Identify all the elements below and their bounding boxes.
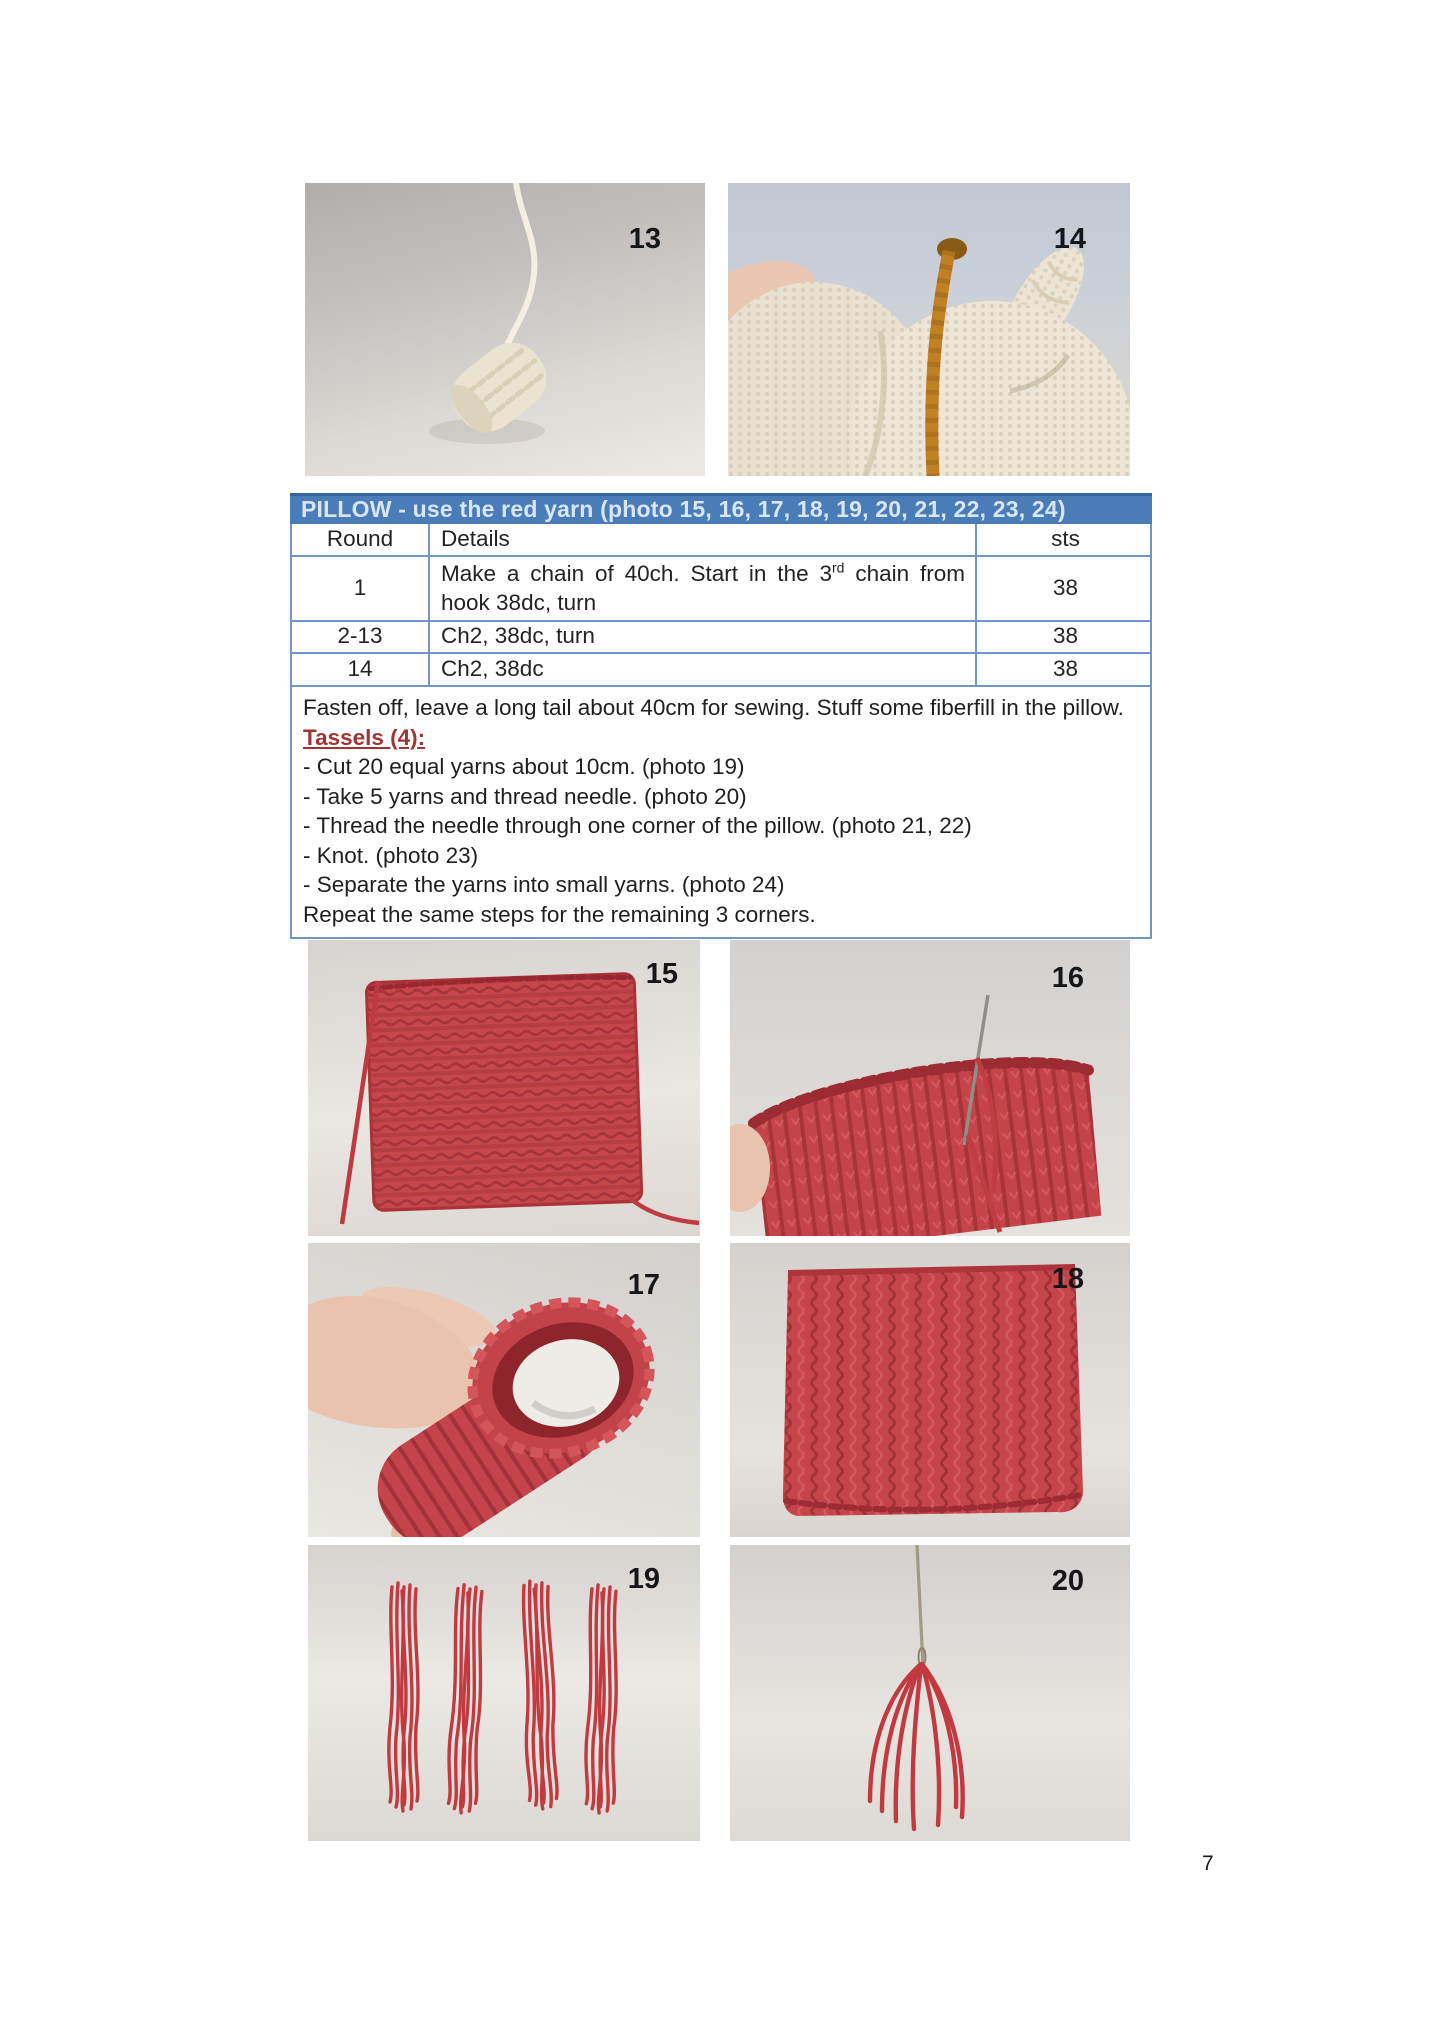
- tassel-step: - Knot. (photo 23): [303, 842, 479, 868]
- photo-19-number: 19: [627, 1563, 660, 1595]
- photo-17: [308, 1243, 700, 1537]
- pillow-section-title: PILLOW - use the red yarn (photo 15, 16, 17, 18, 19, 20, 21, 22, 23, 24): [290, 493, 1152, 524]
- details-1-text-cont: chain from hook 38dc, turn: [441, 561, 965, 615]
- photo-13: [305, 183, 705, 476]
- column-header-details: Details: [430, 524, 977, 555]
- pillow-section: [290, 493, 1152, 939]
- table-row-2-13: [292, 622, 1150, 654]
- cell-sts-1: 38: [1052, 574, 1079, 600]
- cell-details-1: [430, 557, 977, 620]
- cell-round-1: 1: [292, 557, 430, 620]
- tassels-heading: Tassels (4):: [303, 724, 426, 750]
- photo-16-number: 16: [1051, 962, 1084, 994]
- cell-round-14: 14: [292, 654, 430, 685]
- column-header-round: Round: [292, 524, 430, 555]
- tassels-heading-line: [303, 723, 1138, 753]
- photo-18: [730, 1243, 1130, 1537]
- photo-16: [730, 940, 1130, 1236]
- cell-sts-2-13: 38: [1052, 623, 1079, 648]
- tassel-step: - Separate the yarns into small yarns. (photo 24): [303, 872, 785, 897]
- photo-14: [728, 183, 1130, 476]
- photo-20-number: 20: [1051, 1565, 1084, 1597]
- fasten-off-note: Fasten off, leave a long tail about 40cm for sewing. Stuff some fiberfill in the pillow.: [303, 695, 1124, 720]
- cell-round-2-13: 2-13: [292, 622, 430, 652]
- photo-15: [308, 940, 700, 1236]
- details-1-text: Make a chain of 40ch. Start in the 3: [441, 561, 832, 586]
- details-1-superscript: rd: [831, 559, 845, 576]
- photo-13-number: 13: [628, 223, 661, 255]
- table-header-row: [292, 524, 1150, 557]
- tassel-step: - Thread the needle through one corner of the pillow. (photo 21, 22): [303, 813, 972, 838]
- photo-18-number: 18: [1051, 1263, 1084, 1295]
- tassel-repeat-note: Repeat the same steps for the remaining 3 corners.: [303, 901, 816, 927]
- photo-14-number: 14: [1053, 223, 1086, 255]
- flat-red-panel-illustration: [308, 940, 700, 1236]
- column-header-sts: sts: [1051, 525, 1080, 551]
- table-row-1: [292, 557, 1150, 622]
- tassel-step: - Cut 20 equal yarns about 10cm. (photo 19): [303, 754, 745, 779]
- tassel-step: - Take 5 yarns and thread needle. (photo 20): [303, 783, 747, 809]
- photo-15-number: 15: [645, 958, 678, 990]
- cell-details-14: Ch2, 38dc: [430, 654, 977, 685]
- photo-17-number: 17: [627, 1269, 660, 1301]
- photo-20: [730, 1545, 1130, 1841]
- cell-sts-14: 38: [1052, 655, 1079, 681]
- cell-details-2-13: Ch2, 38dc, turn: [430, 622, 977, 652]
- pillow-table: [290, 524, 1152, 939]
- pillow-notes: [292, 687, 1150, 937]
- table-row-14: [292, 654, 1150, 687]
- photo-19: [308, 1545, 700, 1841]
- page-number: 7: [1202, 1852, 1214, 1875]
